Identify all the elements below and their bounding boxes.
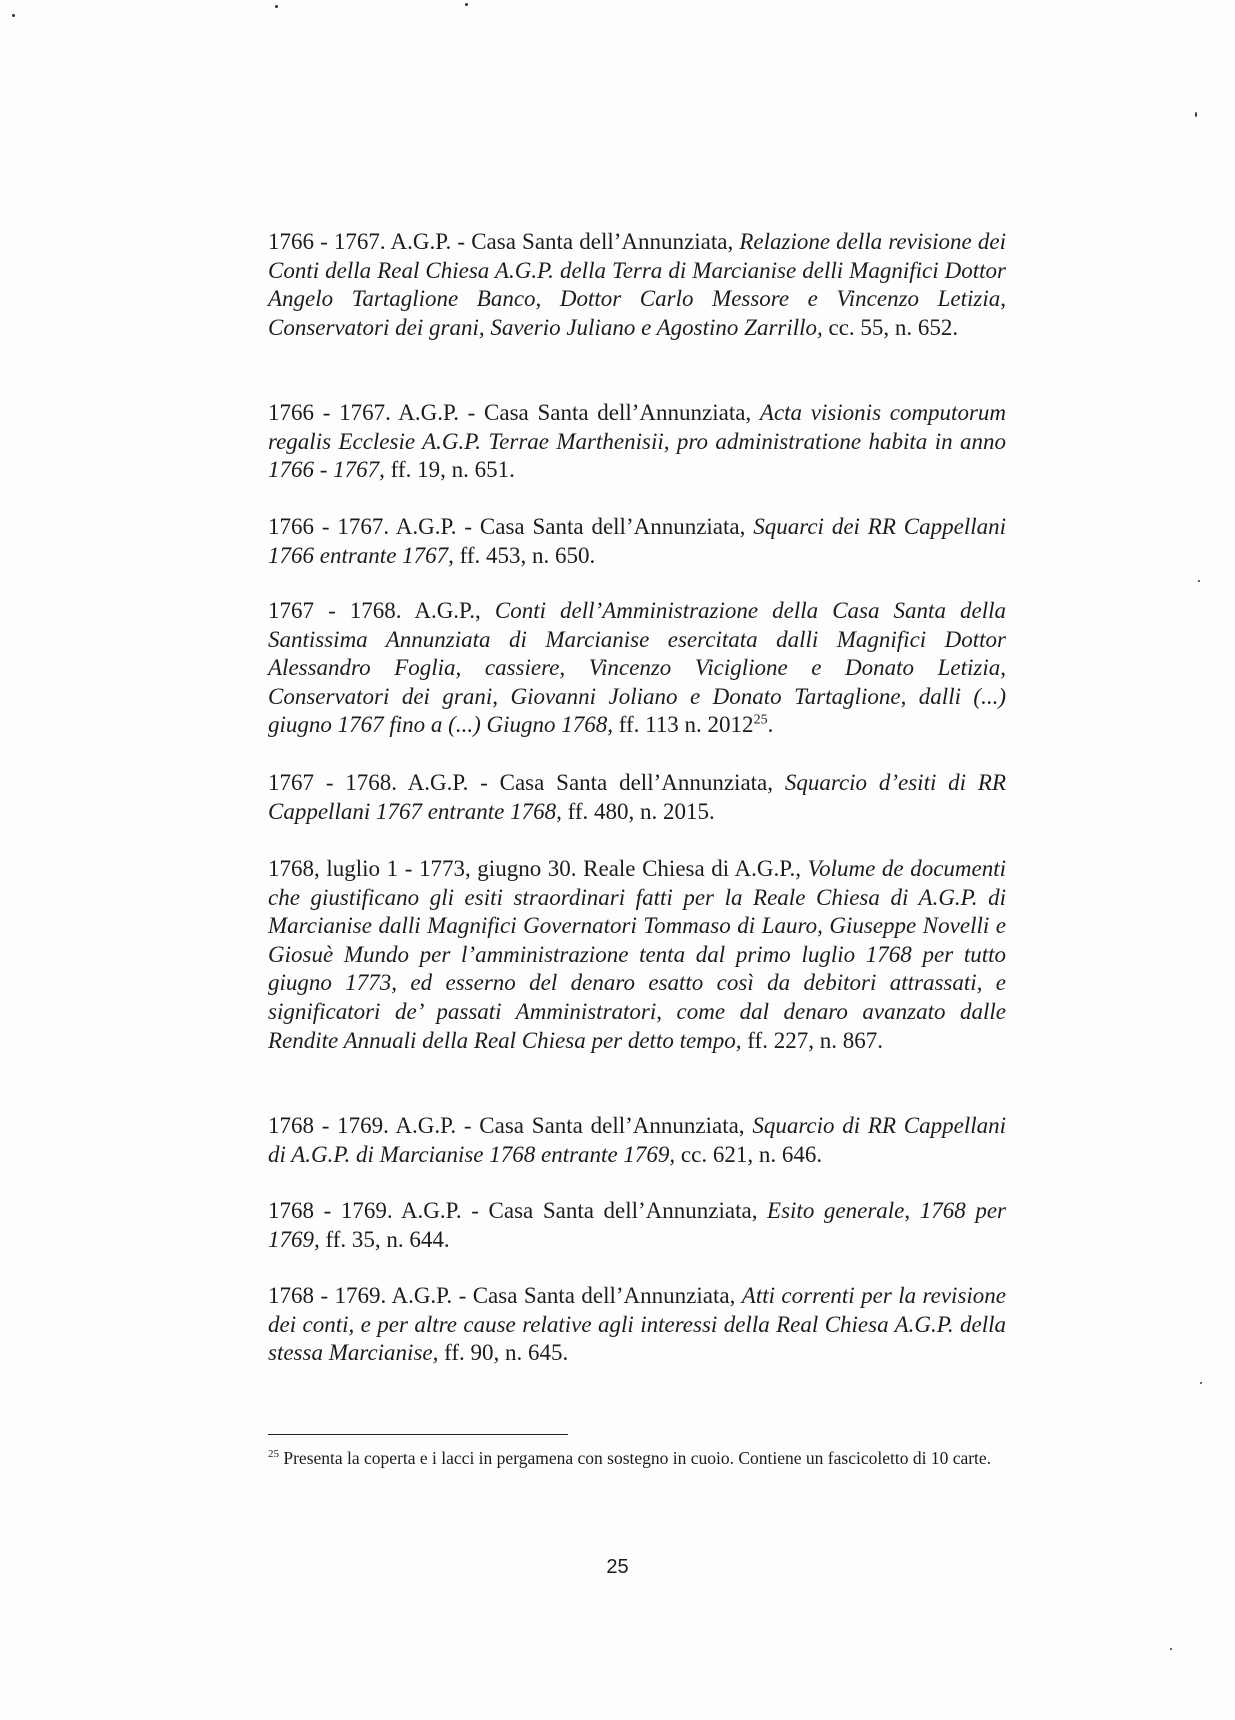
scan-speck — [1200, 1382, 1202, 1384]
footnote-marker: 25 — [268, 1448, 279, 1461]
entry-text: 1768, luglio 1 - 1773, giugno 30. Reale Chiesa di A.G.P., Volume de documenti che giustificano gli esiti straordinari fatti per la Reale Chiesa di A.G.P. di Marcianise dalli Magnifici Governatori Tommaso di Lauro, Giuseppe Novelli e Giosuè Mundo per l’amministrazione tenta dal primo luglio 1768 per tutto giugno 1773, ed esserno del denaro esatto così da debitori attrassati, e significatori de’ passati Amministratori, come dal denaro avanzato dalle Rendite Annuali della Real Chiesa per detto tempo, ff. 227, n. 867. — [268, 856, 1006, 1053]
entry-text: 1767 - 1768. A.G.P., Conti dell’Amministrazione della Casa Santa della Santissima Annunziata di Marcianise esercitata dalli Magnifici Dottor Alessandro Foglia, cassiere, Vincenzo Viciglione e Donato Letizia, Conservatori dei grani, Giovanni Joliano e Donato Tartaglione, dalli (...) giugno 1767 fino a (...) Giugno 1768, ff. 113 n. 2012$^{25}$. — [268, 598, 1006, 738]
footnote-reference[interactable]: 25 — [753, 712, 768, 728]
scan-speck — [1198, 580, 1200, 582]
scan-speck — [465, 3, 468, 6]
archive-entry — [268, 597, 1006, 740]
archive-entry — [268, 399, 1006, 485]
footnote — [268, 1446, 1006, 1470]
archive-entry — [268, 513, 1006, 570]
archive-entry — [268, 855, 1006, 1055]
page-number: 25 — [606, 1556, 629, 1578]
footnote-text: Presenta la coperta e i lacci in pergamena con sostegno in cuoio. Contiene un fascicoletto di 10 carte. — [279, 1448, 992, 1468]
entry-text: 1767 - 1768. A.G.P. - Casa Santa dell’Annunziata, Squarcio d’esiti di RR Cappellani 1767 entrante 1768, ff. 480, n. 2015. — [268, 770, 1006, 824]
entry-text: 1768 - 1769. A.G.P. - Casa Santa dell’Annunziata, Squarcio di RR Cappellani di A.G.P. di Marcianise 1768 entrante 1769, cc. 621, n. 646. — [268, 1113, 1006, 1167]
scan-speck — [12, 14, 15, 17]
entry-text: 1766 - 1767. A.G.P. - Casa Santa dell’Annunziata, Relazione della revisione dei Conti della Real Chiesa A.G.P. della Terra di Marcianise delli Magnifici Dottor Angelo Tartaglione Banco, Dottor Carlo Messore e Vincenzo Letizia, Conservatori dei grani, Saverio Juliano e Agostino Zarrillo, cc. 55, n. 652. — [268, 229, 1006, 340]
scan-speck — [1195, 112, 1197, 117]
footnote-divider — [268, 1434, 568, 1435]
scan-speck — [275, 5, 278, 8]
archive-entry — [268, 228, 1006, 342]
archive-entry — [268, 1197, 1006, 1254]
entry-text: 1768 - 1769. A.G.P. - Casa Santa dell’Annunziata, Esito generale, 1768 per 1769, ff. 35, n. 644. — [268, 1198, 1007, 1252]
entry-text: 1766 - 1767. A.G.P. - Casa Santa dell’Annunziata, Acta visionis computorum regalis Ecclesie A.G.P. Terrae Marthenisii, pro administratione habita in anno 1766 - 1767, ff. 19, n. 651. — [268, 400, 1007, 483]
scan-speck — [1170, 1648, 1172, 1650]
entry-text: 1766 - 1767. A.G.P. - Casa Santa dell’Annunziata, Squarci dei RR Cappellani 1766 entrante 1767, ff. 453, n. 650. — [268, 514, 1006, 568]
archive-entry — [268, 1112, 1006, 1169]
entry-text: 1768 - 1769. A.G.P. - Casa Santa dell’Annunziata, Atti correnti per la revisione dei conti, e per altre cause relative agli interessi della Real Chiesa A.G.P. della stessa Marcianise, ff. 90, n. 645. — [268, 1283, 1006, 1366]
archive-entry — [268, 1282, 1006, 1368]
archive-entry — [268, 769, 1006, 826]
